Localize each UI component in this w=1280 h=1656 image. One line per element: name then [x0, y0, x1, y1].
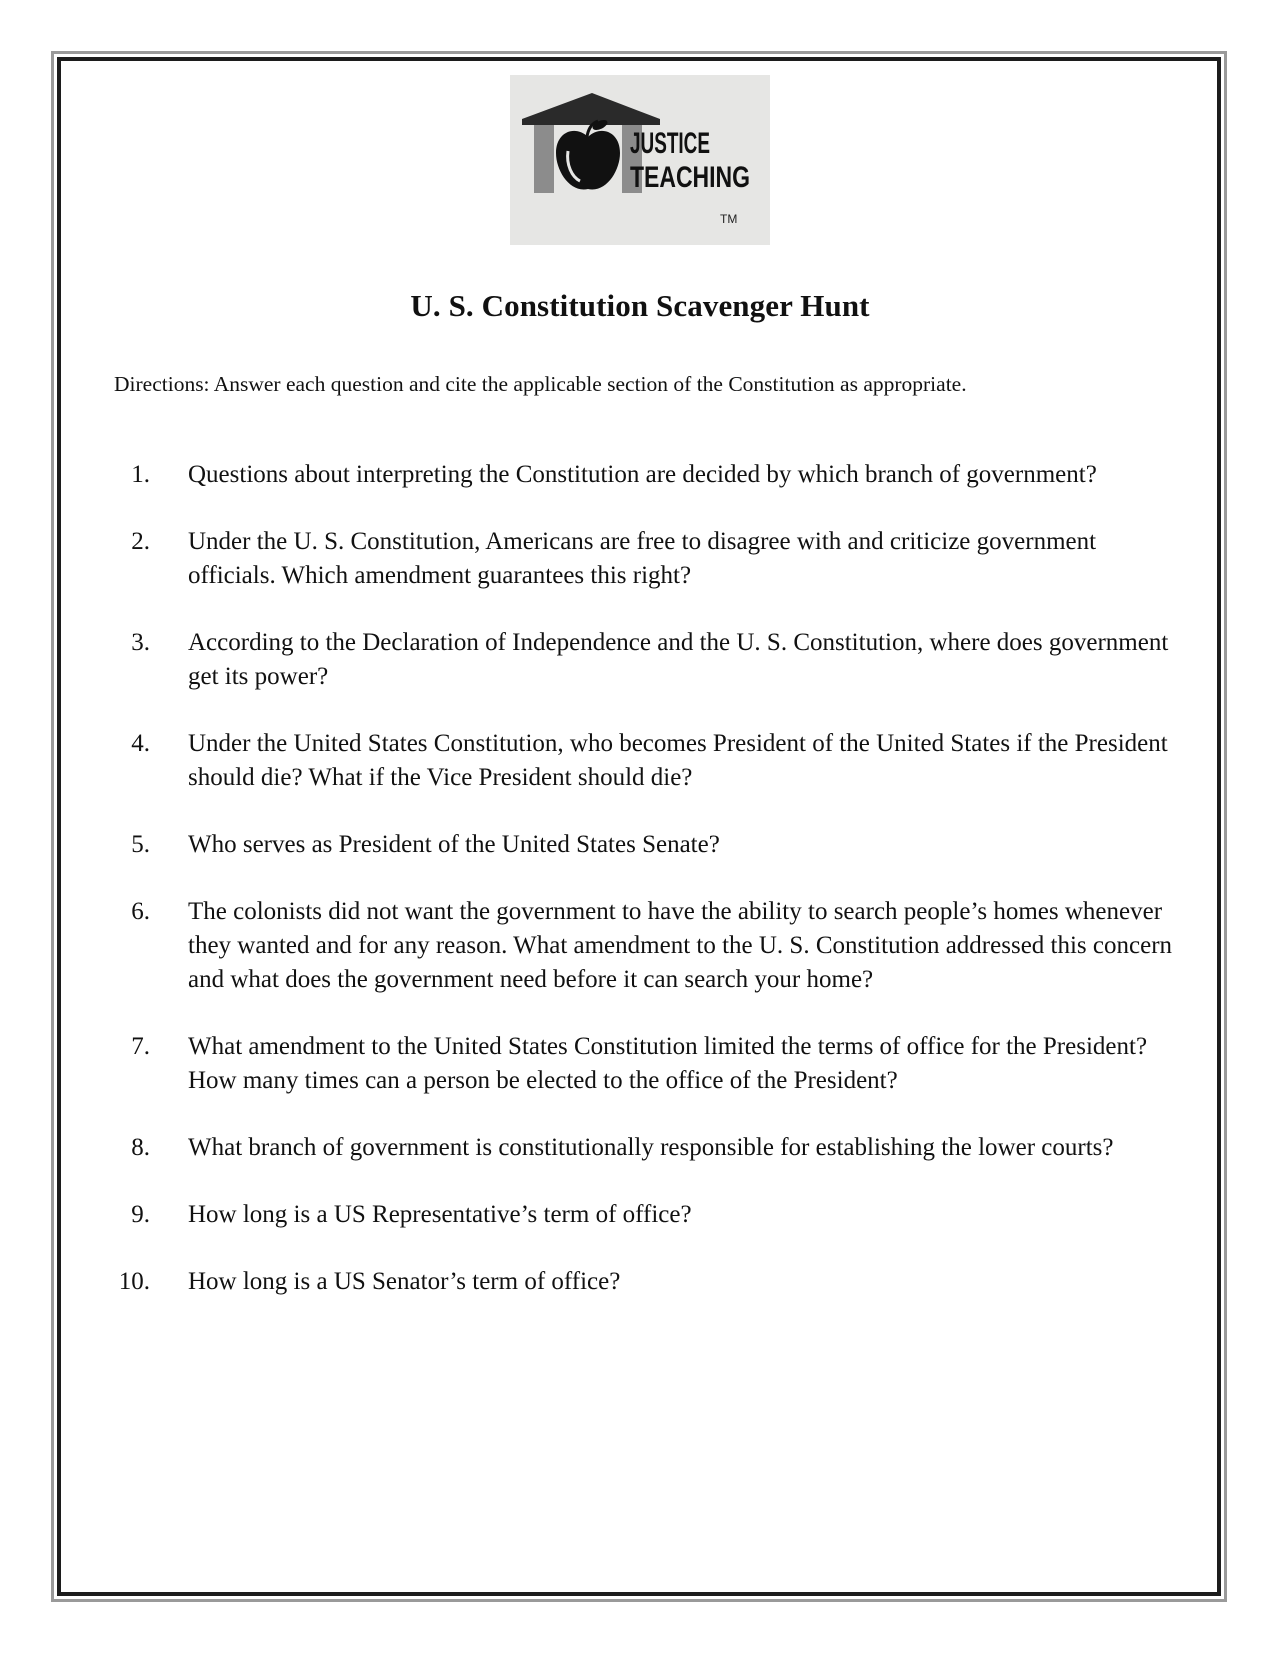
question-number: 8.	[131, 1134, 150, 1161]
question-item	[0, 1198, 1280, 1232]
directions-text: Directions: Answer each question and cite the applicable section of the Constitution as appropriate.	[114, 372, 967, 396]
question-item	[0, 1265, 1280, 1299]
justice-teaching-logo	[510, 75, 770, 245]
question-number: 7.	[131, 1033, 150, 1060]
question-number: 6.	[131, 898, 150, 925]
question-number: 9.	[131, 1201, 150, 1228]
logo-line2: TEACHING	[630, 161, 750, 194]
question-text: How long is a US Representative’s term of office?	[188, 1201, 692, 1228]
question-text: According to the Declaration of Independence and the U. S. Constitution, where does government get its power?	[188, 629, 1169, 690]
question-text: The colonists did not want the government to have the ability to search people’s homes whenever they wanted and for any reason. What amendment to the U. S. Constitution addressed this concern and what does the government need before it can search your home?	[188, 898, 1173, 993]
question-item	[0, 626, 1280, 694]
question-text: Who serves as President of the United States Senate?	[188, 831, 720, 858]
question-number: 2.	[131, 528, 150, 555]
question-text: Under the U. S. Constitution, Americans are free to disagree with and criticize government officials. Which amendment guarantees this right?	[188, 528, 1097, 589]
question-text: Questions about interpreting the Constitution are decided by which branch of government?	[188, 461, 1097, 488]
schoolhouse-apple-icon	[510, 75, 770, 245]
question-text: How long is a US Senator’s term of office?	[188, 1268, 621, 1295]
question-item	[0, 1030, 1280, 1098]
left-pillar-shape	[534, 125, 554, 193]
question-number: 5.	[131, 831, 150, 858]
apple-shape	[556, 131, 620, 190]
logo-trademark: TM	[720, 212, 738, 226]
question-text: What amendment to the United States Constitution limited the terms of office for the President? How many times can a person be elected to the office of the President?	[188, 1033, 1148, 1094]
question-item	[0, 458, 1280, 492]
page-title: U. S. Constitution Scavenger Hunt	[410, 288, 870, 323]
question-number: 10.	[118, 1268, 150, 1295]
question-number: 4.	[131, 730, 150, 757]
question-text: Under the United States Constitution, who becomes President of the United States if the President should die? What if the Vice President should die?	[188, 730, 1168, 791]
question-item	[0, 727, 1280, 795]
question-number: 3.	[131, 629, 150, 656]
question-list	[0, 458, 1280, 1332]
question-text: What branch of government is constitutionally responsible for establishing the lower courts?	[188, 1134, 1114, 1161]
logo-line1: JUSTICE	[630, 127, 710, 160]
question-item	[0, 525, 1280, 593]
question-number: 1.	[131, 461, 150, 488]
question-item	[0, 1131, 1280, 1165]
roof-shape	[522, 93, 660, 125]
question-item	[0, 828, 1280, 862]
question-item	[0, 895, 1280, 997]
